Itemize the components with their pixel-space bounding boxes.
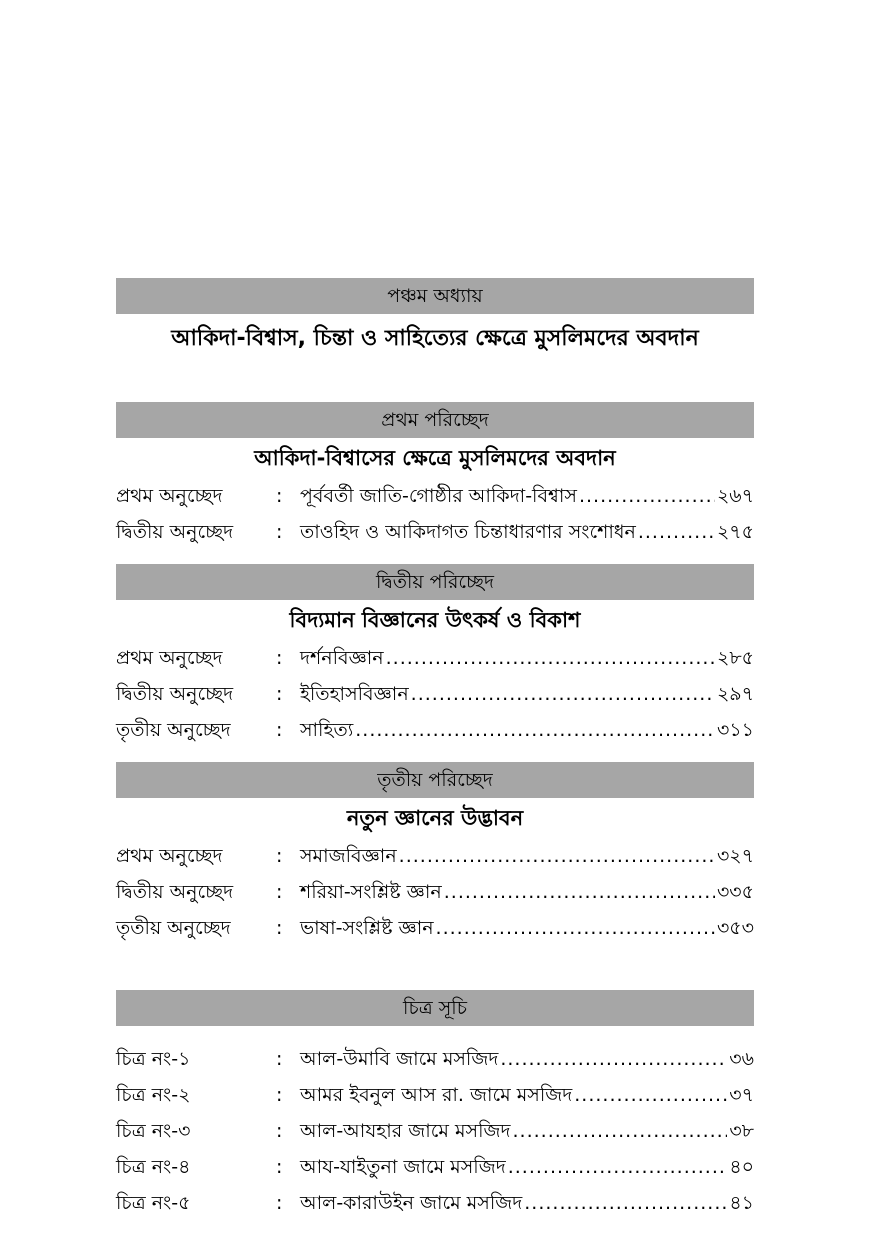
leader-dots (411, 676, 715, 712)
entry-text: সাহিত্য (300, 719, 354, 741)
figure-entry[interactable] (116, 1149, 754, 1185)
entry-page: ২৭৫ (716, 521, 754, 543)
toc-entry[interactable] (116, 838, 754, 874)
leader-dots (579, 478, 715, 514)
section-title: বিদ্যমান বিজ্ঞানের উৎকর্ষ ও বিকাশ (289, 608, 581, 632)
leader-dots (355, 712, 715, 748)
entry-text: আল-আযহার জামে মসজিদ (300, 1120, 511, 1142)
toc-entry[interactable] (116, 514, 754, 550)
entry-text: দর্শনবিজ্ঞান (300, 647, 384, 669)
figure-entry[interactable] (116, 1077, 754, 1113)
chapter-heading-bar: পঞ্চম অধ্যায় (116, 278, 754, 314)
entry-text: আল-উমাবি জামে মসজিদ (300, 1048, 499, 1070)
entry-page: ২৬৭ (716, 485, 754, 507)
entry-separator: : (276, 719, 283, 741)
entry-page: ৩১১ (716, 719, 754, 741)
entry-separator: : (276, 485, 283, 507)
entry-page: ২৯৭ (716, 683, 754, 705)
entry-label: তৃতীয় অনুচ্ছেদ (116, 917, 231, 939)
toc-entry[interactable] (116, 712, 754, 748)
entry-label: চিত্র নং-৫ (116, 1192, 191, 1214)
entry-label: চিত্র নং-১ (116, 1048, 191, 1070)
entry-separator: : (276, 1048, 283, 1070)
section-title: আকিদা-বিশ্বাসের ক্ষেত্রে মুসলিমদের অবদান (254, 446, 616, 470)
entry-label: দ্বিতীয় অনুচ্ছেদ (116, 521, 234, 543)
entry-label: প্রথম অনুচ্ছেদ (116, 845, 223, 867)
entry-text: শরিয়া-সংশ্লিষ্ট জ্ঞান (300, 881, 442, 903)
figure-entry[interactable] (116, 1041, 754, 1077)
leader-dots (574, 1077, 727, 1113)
entry-separator: : (276, 917, 283, 939)
leader-dots (386, 640, 715, 676)
leader-dots (508, 1149, 728, 1185)
entry-text: আয-যাইতুনা জামে মসজিদ (300, 1156, 506, 1178)
toc-entry[interactable] (116, 910, 754, 946)
entry-label: দ্বিতীয় অনুচ্ছেদ (116, 683, 234, 705)
leader-dots (524, 1185, 727, 1221)
figure-entry[interactable] (116, 1185, 754, 1221)
entry-text: পূর্ববর্তী জাতি-গোষ্ঠীর আকিদা-বিশ্বাস (300, 485, 577, 507)
entry-separator: : (276, 521, 283, 543)
entry-page: ৩৩৫ (716, 881, 754, 903)
leader-dots (500, 1041, 727, 1077)
toc-entry[interactable] (116, 676, 754, 712)
entry-separator: : (276, 1120, 283, 1142)
toc-entry[interactable] (116, 478, 754, 514)
figure-index-bar: চিত্র সূচি (116, 990, 754, 1026)
table-of-contents (116, 278, 754, 1221)
entry-text: ইতিহাসবিজ্ঞান (300, 683, 409, 705)
entry-page: ২৮৫ (716, 647, 754, 669)
entry-separator: : (276, 1192, 283, 1214)
entry-page: ৩৭ (729, 1084, 754, 1106)
leader-dots (513, 1113, 728, 1149)
entry-page: ৪০ (729, 1156, 754, 1178)
entry-separator: : (276, 881, 283, 903)
figure-entry[interactable] (116, 1113, 754, 1149)
entry-page: ৩৬ (729, 1048, 754, 1070)
toc-entry[interactable] (116, 640, 754, 676)
entry-separator: : (276, 845, 283, 867)
section-heading-bar: তৃতীয় পরিচ্ছেদ (116, 762, 754, 798)
section-heading-bar: প্রথম পরিচ্ছেদ (116, 402, 754, 438)
entry-label: প্রথম অনুচ্ছেদ (116, 647, 223, 669)
entry-label: চিত্র নং-৩ (116, 1120, 191, 1142)
entry-page: ৩২৭ (716, 845, 754, 867)
chapter-title: আকিদা-বিশ্বাস, চিন্তা ও সাহিত্যের ক্ষেত্রে মুসলিমদের অবদান (171, 326, 699, 351)
section-heading-bar: দ্বিতীয় পরিচ্ছেদ (116, 564, 754, 600)
entry-separator: : (276, 647, 283, 669)
entry-label: চিত্র নং-২ (116, 1084, 191, 1106)
entry-page: ৩৫৩ (716, 917, 754, 939)
entry-text: আল-কারাউইন জামে মসজিদ (300, 1192, 523, 1214)
entry-text: তাওহিদ ও আকিদাগত চিন্তাধারণার সংশোধন (300, 521, 636, 543)
entry-text: সমাজবিজ্ঞান (300, 845, 397, 867)
entry-separator: : (276, 683, 283, 705)
entry-page: ৪১ (729, 1192, 754, 1214)
section-title: নতুন জ্ঞানের উদ্ভাবন (346, 806, 524, 830)
entry-text: ভাষা-সংশ্লিষ্ট জ্ঞান (300, 917, 434, 939)
leader-dots (399, 838, 715, 874)
entry-label: দ্বিতীয় অনুচ্ছেদ (116, 881, 234, 903)
entry-text: আমর ইবনুল আস রা. জামে মসজিদ (300, 1084, 573, 1106)
leader-dots (436, 910, 715, 946)
entry-page: ৩৮ (729, 1120, 754, 1142)
toc-entry[interactable] (116, 874, 754, 910)
leader-dots (638, 514, 715, 550)
entry-label: প্রথম অনুচ্ছেদ (116, 485, 223, 507)
entry-separator: : (276, 1084, 283, 1106)
leader-dots (444, 874, 715, 910)
entry-separator: : (276, 1156, 283, 1178)
entry-label: তৃতীয় অনুচ্ছেদ (116, 719, 231, 741)
entry-label: চিত্র নং-৪ (116, 1156, 191, 1178)
